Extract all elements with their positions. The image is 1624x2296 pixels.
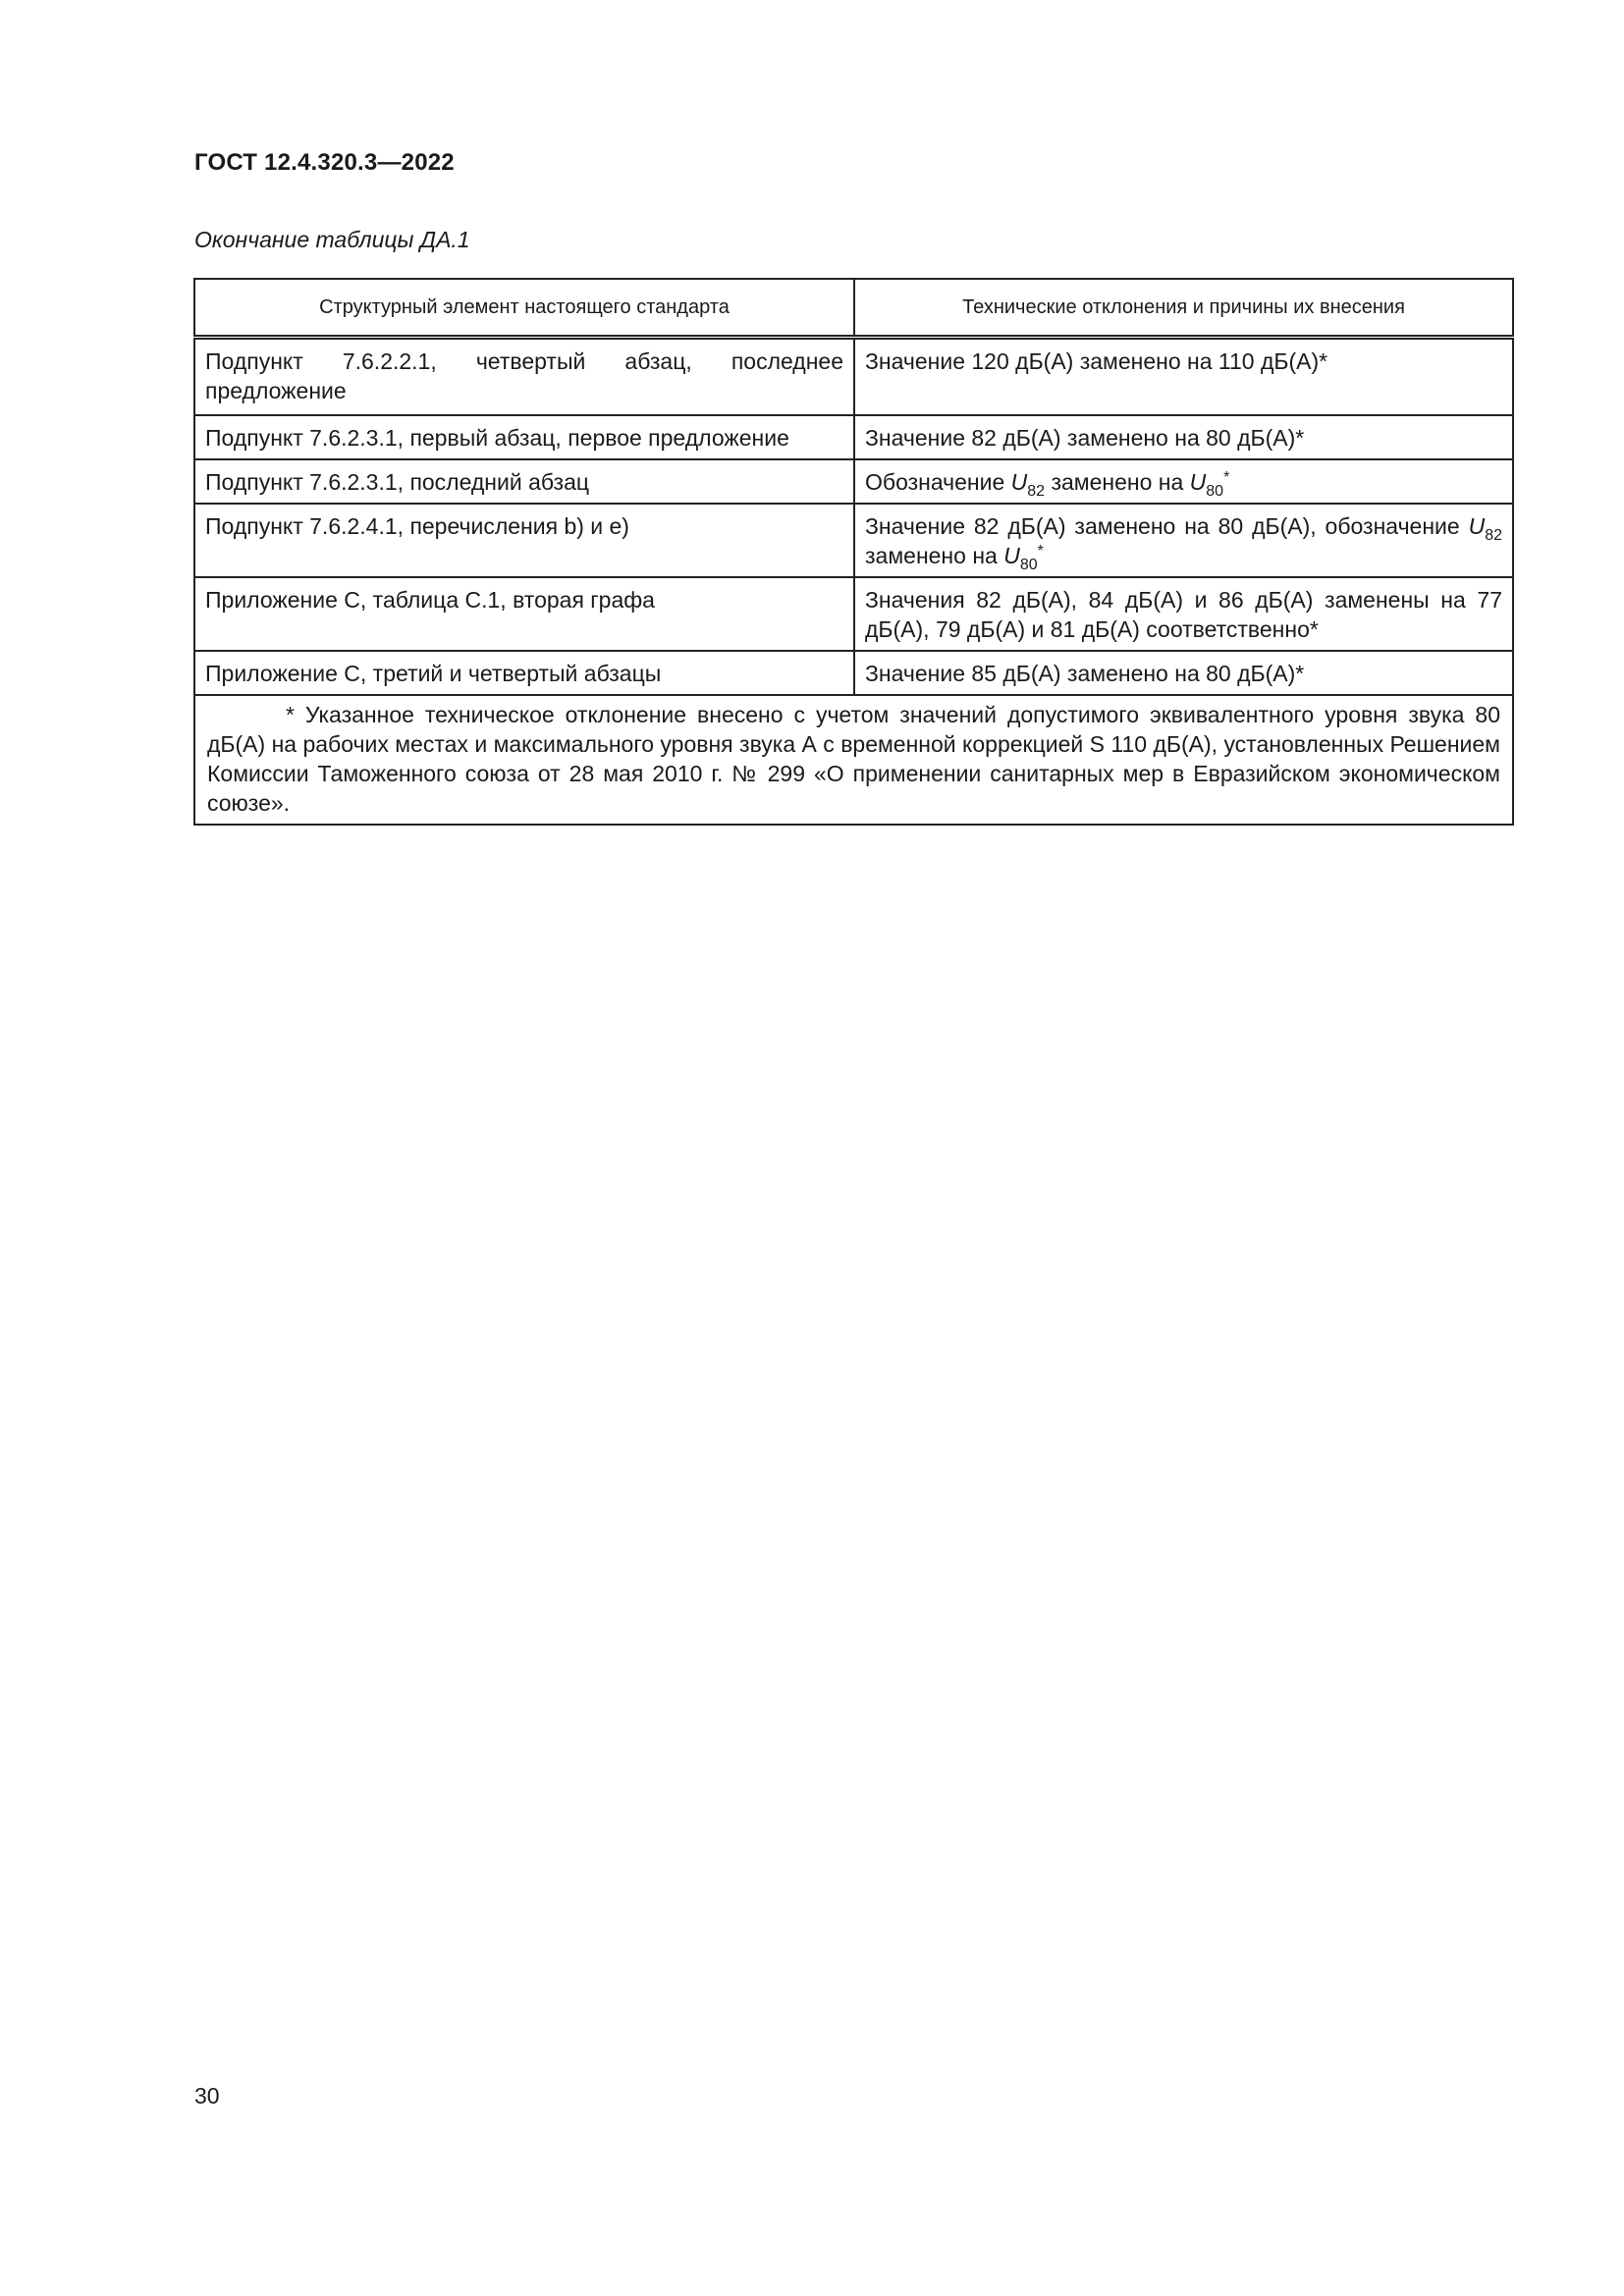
table-footnote-row — [194, 695, 1513, 825]
structural-element-cell — [194, 338, 854, 415]
column-header-deviation: Технические отклонения и причины их внесения — [854, 279, 1513, 338]
deviation-cell: Значение 82 дБ(А) заменено на 80 дБ(А)* — [854, 415, 1513, 459]
symbol-u: U — [1003, 542, 1020, 568]
table-footnote — [194, 695, 1513, 825]
table-row — [194, 577, 1513, 651]
footnote-text: * Указанное техническое отклонение внесено с учетом значений допустимого эквивалентного уровня звука 80 дБ(А) на рабочих местах и максимального уровня звука А с временной коррекцией S 110 дБ(А), установленных Решением Комиссии Таможенного союза от 28 мая 2010 г. № 299 «О применении санитарных мер в Евразийском экономическом союзе». — [207, 701, 1500, 816]
page-number: 30 — [194, 2083, 220, 2109]
symbol-u: U — [1010, 468, 1028, 495]
symbol-subscript: 82 — [1485, 526, 1502, 544]
text-part: заменено на — [1045, 468, 1190, 495]
symbol-subscript: 80 — [1206, 482, 1224, 500]
symbol-u: U — [1468, 512, 1486, 539]
table-row — [194, 504, 1513, 577]
deviation-cell — [854, 504, 1513, 577]
symbol-u: U — [1189, 468, 1207, 495]
table-row — [194, 415, 1513, 459]
table-caption: Окончание таблицы ДА.1 — [194, 227, 470, 252]
deviation-cell: Значение 120 дБ(А) заменено на 110 дБ(А)* — [854, 338, 1513, 415]
symbol-subscript: 80 — [1019, 556, 1038, 573]
footnote-mark: * — [1223, 468, 1230, 486]
deviation-cell: Значения 82 дБ(А), 84 дБ(А) и 86 дБ(А) заменены на 77 дБ(А), 79 дБ(А) и 81 дБ(А) соответственно* — [854, 577, 1513, 651]
text-part: Обозначение — [865, 468, 1011, 495]
text-part: Значение 82 дБ(А) заменено на 80 дБ(А), обозначение — [865, 512, 1469, 539]
structural-element-cell: Подпункт 7.6.2.3.1, последний абзац — [194, 459, 854, 504]
text-part: заменено на — [865, 542, 1004, 568]
structural-element-cell: Приложение С, третий и четвертый абзацы — [194, 651, 854, 695]
symbol-subscript: 82 — [1027, 482, 1046, 500]
footnote-mark: * — [1037, 542, 1044, 560]
deviations-table — [193, 278, 1514, 826]
table-row — [194, 338, 1513, 415]
structural-element-cell: Подпункт 7.6.2.3.1, первый абзац, первое предложение — [194, 415, 854, 459]
deviation-cell: Значение 85 дБ(А) заменено на 80 дБ(А)* — [854, 651, 1513, 695]
structural-element-cell: Подпункт 7.6.2.4.1, перечисления b) и e) — [194, 504, 854, 577]
table-row — [194, 459, 1513, 504]
table-header-row — [194, 279, 1513, 338]
deviation-cell — [854, 459, 1513, 504]
column-header-element: Структурный элемент настоящего стандарта — [194, 279, 854, 338]
cell-text: Подпункт 7.6.2.2.1, четвертый абзац, последнее предложение — [205, 348, 843, 403]
structural-element-cell: Приложение С, таблица С.1, вторая графа — [194, 577, 854, 651]
document-header: ГОСТ 12.4.320.3—2022 — [194, 149, 455, 176]
table-row — [194, 651, 1513, 695]
